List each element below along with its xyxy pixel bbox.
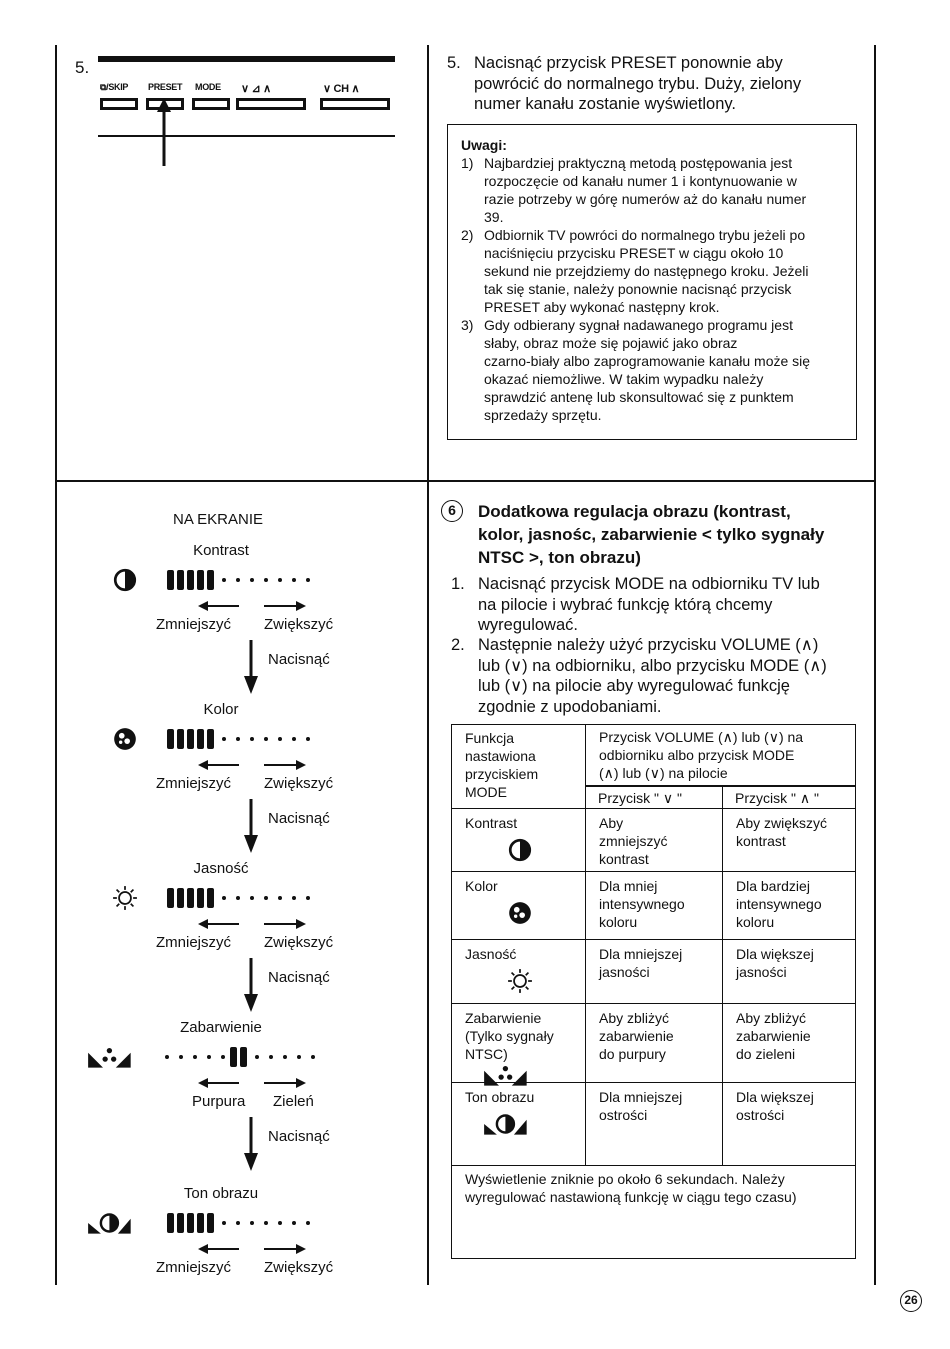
cell-line: MODE <box>465 784 507 800</box>
osd-sequence <box>0 0 427 1349</box>
level-dot <box>264 578 268 582</box>
cell-line: Ton obrazu <box>465 1089 535 1105</box>
level-dot <box>193 1055 197 1059</box>
cell-line: przyciskiem <box>465 766 539 782</box>
center-divider <box>427 45 429 1285</box>
cell-line: ostrości <box>599 1107 648 1123</box>
note-line: razie potrzeby w górę numerów aż do kanału numer <box>484 191 807 207</box>
cell-line: Zabarwienie <box>465 1010 542 1026</box>
mode-label: MODE <box>195 82 221 92</box>
note-line: Najbardziej praktyczną metodą postępowania jest <box>484 155 793 171</box>
cell-line: Przycisk VOLUME (∧) lub (∨) na <box>599 729 804 745</box>
table-row-down <box>585 808 723 872</box>
decrease-label: Zmniejszyć <box>156 934 232 951</box>
level-block <box>240 1047 247 1067</box>
tint-icon <box>86 1044 133 1075</box>
osd-group <box>0 1019 427 1179</box>
notes-title: Uwagi: <box>461 137 507 153</box>
note-line: rozpoczęcie od kanału numer 1 i kontynuowanie w <box>484 173 797 189</box>
level-dot <box>236 737 240 741</box>
press-label: Nacisnąć <box>268 651 330 668</box>
cell-line: do zieleni <box>736 1046 796 1062</box>
level-dot <box>165 1055 169 1059</box>
note-number: 3) <box>461 317 474 333</box>
level-dot <box>207 1055 211 1059</box>
cell-line: intensywnego <box>736 896 822 912</box>
table-row-function <box>451 1082 586 1166</box>
cell-line: Funkcja <box>465 730 515 746</box>
level-block <box>197 888 204 908</box>
note-line: tak się stanie, należy ponownie nacisnąć przycisk <box>484 281 792 297</box>
level-block <box>177 888 184 908</box>
table-row-up <box>722 871 856 940</box>
osd-group <box>0 1185 427 1345</box>
cell-line: (Tylko sygnały <box>465 1028 554 1044</box>
cell-line: Dla mniej <box>599 878 658 894</box>
level-dot <box>236 578 240 582</box>
cell-line: Dla mniejszej <box>599 946 683 962</box>
cell-line: zabarwienie <box>736 1028 811 1044</box>
level-block <box>230 1047 237 1067</box>
cell-line: Dla większej <box>736 946 814 962</box>
level-dot <box>292 578 296 582</box>
osd-level-bar <box>167 888 315 908</box>
note-line: sprzedaży sprzętu. <box>484 407 602 423</box>
level-block <box>197 1213 204 1233</box>
press-label: Nacisnąć <box>268 810 330 827</box>
cell-line: do purpury <box>599 1046 666 1062</box>
press-label: Nacisnąć <box>268 969 330 986</box>
level-block <box>207 729 214 749</box>
level-dot <box>278 578 282 582</box>
level-block <box>197 729 204 749</box>
table-row-function <box>451 939 586 1004</box>
table-footer <box>451 1165 856 1259</box>
level-block <box>167 729 174 749</box>
level-block <box>167 1213 174 1233</box>
cell-line: Aby zbliżyć <box>599 1010 670 1026</box>
level-dot <box>292 896 296 900</box>
down-arrow-icon <box>243 799 259 858</box>
cell-line: Dla bardziej <box>736 878 810 894</box>
cell-line: NTSC) <box>465 1046 508 1062</box>
level-dot <box>264 896 268 900</box>
table-row-up <box>722 808 856 872</box>
down-arrow-icon <box>243 640 259 699</box>
level-block <box>197 570 204 590</box>
cell-line: Jasność <box>465 946 517 962</box>
note-line: Gdy odbierany sygnał nadawanego programu jest <box>484 317 793 333</box>
cell-line: kontrast <box>599 851 649 867</box>
header-down <box>585 785 723 809</box>
decrease-label: Purpura <box>192 1093 246 1110</box>
note-line: słaby, obraz może się pojawić jako obraz <box>484 335 738 351</box>
color-icon <box>507 900 533 930</box>
function-table <box>451 724 856 1259</box>
level-block <box>207 570 214 590</box>
level-dot <box>292 737 296 741</box>
channel-label: ∨ CH ∧ <box>323 83 360 95</box>
section6-step1: 1. Nacisnąć przycisk MODE na odbiorniku TV lub na pilocie i wybrać funkcję którą chcemy wyregulować. <box>451 575 820 634</box>
cell-line: kontrast <box>736 833 786 849</box>
level-dot <box>250 737 254 741</box>
note-line: sprawdzić antenę lub skonsultować się z punktem <box>484 389 794 405</box>
level-dot <box>222 737 226 741</box>
cell-line: Przycisk " ∧ " <box>735 790 819 806</box>
level-block <box>177 729 184 749</box>
header-function <box>451 724 586 809</box>
level-dot <box>278 1221 282 1225</box>
cell-line: zabarwienie <box>599 1028 674 1044</box>
level-dot <box>222 896 226 900</box>
cell-line: jasności <box>736 964 787 980</box>
table-row-down <box>585 1082 723 1166</box>
direction-arrows <box>198 758 308 776</box>
cell-line: intensywnego <box>599 896 685 912</box>
note-number: 1) <box>461 155 474 171</box>
table-row-up <box>722 1082 856 1166</box>
cell-line: Dla mniejszej <box>599 1089 683 1105</box>
osd-group <box>0 860 427 1020</box>
note-line: naciśnięciu przycisku PRESET w ciągu około 10 <box>484 245 784 261</box>
osd-group <box>0 701 427 861</box>
level-block <box>207 888 214 908</box>
cell-line: ostrości <box>736 1107 785 1123</box>
level-block <box>187 1213 194 1233</box>
increase-label: Zwiększyć <box>264 934 334 951</box>
cell-line: odbiorniku albo przycisk MODE <box>599 747 795 763</box>
sharpness-icon <box>482 1111 529 1141</box>
down-arrow-icon <box>243 958 259 1017</box>
note-number: 2) <box>461 227 474 243</box>
osd-label: Jasność <box>193 860 249 877</box>
cell-line: Aby <box>599 815 624 831</box>
increase-label: Zwiększyć <box>264 616 334 633</box>
increase-label: Zwiększyć <box>264 775 334 792</box>
direction-arrows <box>198 599 308 617</box>
increase-label: Zieleń <box>273 1093 314 1110</box>
level-block <box>187 570 194 590</box>
preset-label: PRESET <box>148 82 183 92</box>
level-dot <box>264 1221 268 1225</box>
table-row-up <box>722 1003 856 1083</box>
page-number: 26 <box>900 1290 922 1312</box>
brightness-icon <box>112 885 138 916</box>
level-block <box>167 888 174 908</box>
table-row-function <box>451 808 586 872</box>
level-dot <box>278 737 282 741</box>
level-dot <box>306 1221 310 1225</box>
cell-line: Wyświetlenie zniknie po około 6 sekundach. Należy <box>465 1171 785 1187</box>
direction-arrows <box>198 917 308 935</box>
cell-line: Przycisk " ∨ " <box>598 790 682 806</box>
press-label: Nacisnąć <box>268 1128 330 1145</box>
level-dot <box>297 1055 301 1059</box>
contrast-icon <box>112 567 138 598</box>
contrast-icon <box>507 837 533 867</box>
level-dot <box>306 737 310 741</box>
level-dot <box>250 578 254 582</box>
cell-line: Kolor <box>465 878 498 894</box>
header-up <box>722 785 856 809</box>
step5-text: 5. Nacisnąć przycisk PRESET ponownie aby powrócić do normalnego trybu. Duży, zielony numer kanału zostanie wyświetlony. <box>447 54 802 113</box>
note-line: Odbiornik TV powróci do normalnego trybu jeżeli po <box>484 227 806 243</box>
note-line: okazać niemożliwe. W takim wypadku należy <box>484 371 764 387</box>
cell-line: koloru <box>599 914 638 930</box>
level-dot <box>179 1055 183 1059</box>
screen-heading: NA EKRANIE <box>173 511 264 528</box>
level-dot <box>306 578 310 582</box>
level-dot <box>236 1221 240 1225</box>
note-line: sekund nie przejdziemy do następnego kroku. Jeżeli <box>484 263 809 279</box>
level-dot <box>269 1055 273 1059</box>
level-dot <box>264 737 268 741</box>
level-block <box>177 570 184 590</box>
increase-label: Zwiększyć <box>264 1259 334 1276</box>
cell-line: wyregulować nastawioną funkcję w ciągu tego czasu) <box>465 1189 797 1205</box>
notes-box <box>447 124 857 440</box>
right-border <box>874 45 876 1285</box>
osd-group <box>0 542 427 702</box>
osd-level-bar <box>167 1213 315 1233</box>
note-line: PRESET aby wykonać następny krok. <box>484 299 720 315</box>
cell-line: Aby zwiększyć <box>736 815 828 831</box>
level-block <box>187 888 194 908</box>
direction-arrows <box>198 1076 308 1094</box>
level-dot <box>222 578 226 582</box>
level-block <box>207 1213 214 1233</box>
table-row-down <box>585 939 723 1004</box>
section6-title: Dodatkowa regulacja obrazu (kontrast, kolor, jasnośc, zabarwienie < tylko sygnały NTSC >, ton obrazu) <box>478 502 825 567</box>
osd-label: Kolor <box>203 701 239 718</box>
cell-line: nastawiona <box>465 748 536 764</box>
level-dot <box>222 1221 226 1225</box>
section6-marker: 6 <box>441 500 463 522</box>
osd-label: Zabarwienie <box>180 1019 262 1036</box>
level-dot <box>311 1055 315 1059</box>
level-block <box>177 1213 184 1233</box>
level-dot <box>283 1055 287 1059</box>
level-block <box>187 729 194 749</box>
direction-arrows <box>198 1242 308 1260</box>
table-row-down <box>585 871 723 940</box>
table-row-function <box>451 871 586 940</box>
decrease-label: Zmniejszyć <box>156 775 232 792</box>
down-arrow-icon <box>243 1117 259 1176</box>
level-dot <box>250 896 254 900</box>
level-dot <box>221 1055 225 1059</box>
step5-number: 5. <box>75 58 90 77</box>
osd-level-bar <box>167 729 315 749</box>
sharpness-icon <box>86 1210 133 1241</box>
osd-level-bar <box>167 570 315 590</box>
cell-line: Kontrast <box>465 815 518 831</box>
level-dot <box>292 1221 296 1225</box>
level-dot <box>306 896 310 900</box>
decrease-label: Zmniejszyć <box>156 616 232 633</box>
level-block <box>167 570 174 590</box>
cell-line: koloru <box>736 914 775 930</box>
table-row-up <box>722 939 856 1004</box>
level-dot <box>255 1055 259 1059</box>
osd-label: Kontrast <box>193 542 249 559</box>
volume-label: ∨ ⊿ ∧ <box>241 83 271 95</box>
cell-line: Dla większej <box>736 1089 814 1105</box>
brightness-icon <box>507 968 533 998</box>
osd-label: Ton obrazu <box>183 1185 259 1202</box>
note-line: 39. <box>484 209 504 225</box>
table-row-function <box>451 1003 586 1083</box>
table-row-down <box>585 1003 723 1083</box>
cell-line: Aby zbliżyć <box>736 1010 807 1026</box>
osd-level-bar <box>160 1047 320 1067</box>
color-icon <box>112 726 138 757</box>
section6-step2: 2. Następnie należy użyć przycisku VOLUME (∧) lub (∨) na odbiorniku, albo przycisku MODE (∧) lub (∨) na pilocie aby wyregulować funkcję zgodnie z upodobaniami. <box>451 636 827 716</box>
cell-line: (∧) lub (∨) na pilocie <box>599 765 728 781</box>
cell-line: zmniejszyć <box>599 833 668 849</box>
level-dot <box>250 1221 254 1225</box>
decrease-label: Zmniejszyć <box>156 1259 232 1276</box>
cell-line: jasności <box>599 964 650 980</box>
level-dot <box>278 896 282 900</box>
skip-label: ⧉/SKIP <box>100 82 129 92</box>
header-volume <box>585 724 856 787</box>
level-dot <box>236 896 240 900</box>
note-line: czarno-biały albo zaprogramowanie kanału może się <box>484 353 811 369</box>
